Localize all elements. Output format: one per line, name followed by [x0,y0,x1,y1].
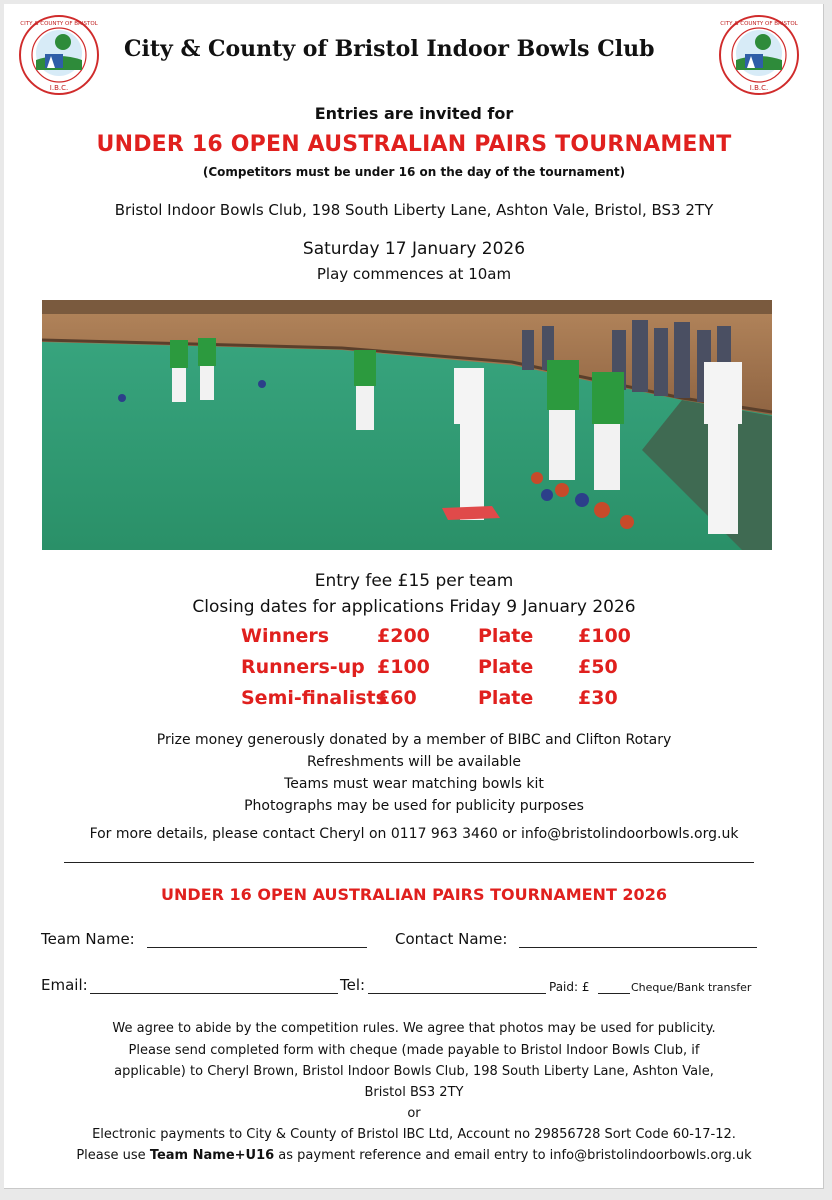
paid-label: Paid: £ [549,980,590,994]
team-name-field[interactable] [147,947,367,948]
payment-reference-bold: Team Name+U16 [149,1148,275,1163]
agreement-line: Please send completed form with cheque (made payable to Bristol Indoor Bowls Club, if [128,1043,700,1058]
venue-address: Bristol Indoor Bowls Club, 198 South Liberty Lane, Ashton Vale, Bristol, BS3 2TY [114,201,714,219]
entry-fee: Entry fee £15 per team [314,571,514,591]
svg-text:I.B.C.: I.B.C. [49,84,69,92]
prize-place: Winners [241,625,330,647]
svg-text:CITY & COUNTY OF BRISTOL: CITY & COUNTY OF BRISTOL [720,21,798,27]
invite-line: Entries are invited for [314,104,514,123]
plate-label: Plate [478,687,534,709]
team-name-label: Team Name: [41,930,135,948]
contact-details: For more details, please contact Cheryl on 0117 963 3460 or info@bristolindoorbowls.org.uk [89,826,739,842]
plate-label: Plate [478,656,534,678]
prize-place: Runners-up [241,656,365,678]
divider [64,862,754,863]
agreement-line: Bristol BS3 2TY [364,1085,464,1100]
email-label: Email: [41,976,88,994]
tel-label: Tel: [340,976,366,994]
tel-field[interactable] [368,993,546,994]
event-date: Saturday 17 January 2026 [302,239,526,259]
start-time: Play commences at 10am [316,265,512,283]
prize-amount: £100 [377,656,430,678]
paid-field[interactable] [598,993,630,994]
closing-date: Closing dates for applications Friday 9 January 2026 [192,597,636,617]
tournament-title: UNDER 16 OPEN AUSTRALIAN PAIRS TOURNAMENT [96,132,732,157]
agreement-or: or [407,1106,421,1121]
document-page [4,4,824,1189]
agreement-line: applicable) to Cheryl Brown, Bristol Indoor Bowls Club, 198 South Liberty Lane, Ashton Vale, [114,1064,714,1079]
club-logo-right [718,14,800,96]
info-line: Teams must wear matching bowls kit [284,776,544,792]
plate-amount: £30 [578,687,618,709]
svg-text:CITY & COUNTY OF BRISTOL: CITY & COUNTY OF BRISTOL [20,21,98,27]
age-note: (Competitors must be under 16 on the day of the tournament) [202,165,626,179]
prize-amount: £200 [377,625,430,647]
prize-place: Semi-finalists [241,687,387,709]
agreement-line: Electronic payments to City & County of Bristol IBC Ltd, Account no 29856728 Sort Code 60-17-12. [92,1127,736,1142]
svg-text:I.B.C.: I.B.C. [749,84,769,92]
plate-label: Plate [478,625,534,647]
prize-amount: £60 [377,687,417,709]
info-line: Photographs may be used for publicity purposes [244,798,584,814]
email-field[interactable] [90,993,338,994]
contact-name-field[interactable] [519,947,757,948]
payment-reference-pre: Please use [76,1148,150,1163]
info-line: Refreshments will be available [307,754,521,770]
form-title: UNDER 16 OPEN AUSTRALIAN PAIRS TOURNAMENT 2026 [161,885,667,904]
payment-reference-line [4,1148,824,1163]
payment-reference-post: as payment reference and email entry to info@bristolindoorbowls.org.uk [274,1148,752,1163]
agreement-line: We agree to abide by the competition rules. We agree that photos may be used for publicity. [112,1021,716,1036]
plate-amount: £100 [578,625,631,647]
club-logo-left [18,14,100,96]
contact-name-label: Contact Name: [395,930,508,948]
bowls-photo [42,300,772,550]
club-name: City & County of Bristol Indoor Bowls Club [124,36,655,62]
payment-method: Cheque/Bank transfer [631,981,752,994]
info-line: Prize money generously donated by a member of BIBC and Clifton Rotary [156,732,672,748]
plate-amount: £50 [578,656,618,678]
